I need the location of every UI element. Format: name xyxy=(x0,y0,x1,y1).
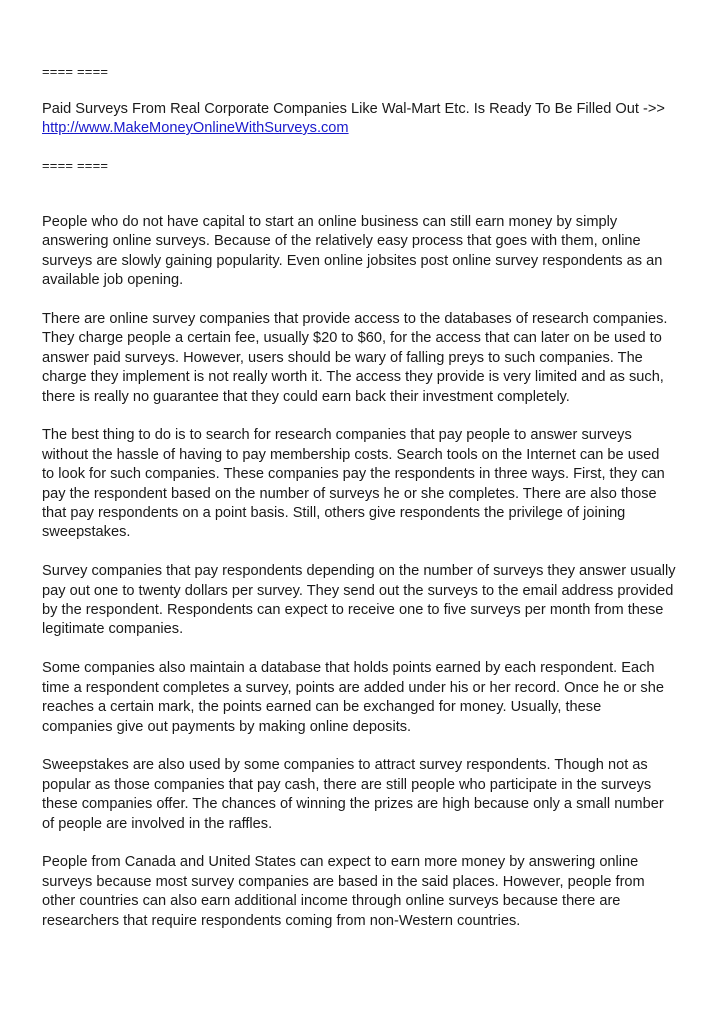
text-line: pay out one to twenty dollars per survey. They send out the surveys to the email address provided xyxy=(42,582,674,599)
spacer xyxy=(42,138,692,157)
text-line: popular as those companies that pay cash, there are still people who participate in the surveys xyxy=(42,776,652,793)
spacer xyxy=(42,81,692,100)
text-line: Survey companies that pay respondents depending on the number of surveys they answer usually xyxy=(42,563,676,580)
text-line: sweepstakes. xyxy=(42,524,131,541)
paragraph xyxy=(42,426,692,542)
body-text xyxy=(42,213,692,931)
text-line: answering online surveys. Because of the relatively easy process that goes with them, online xyxy=(42,233,641,250)
text-line: Some companies also maintain a database that holds points earned by each respondent. Each xyxy=(42,660,655,677)
text-line: answer paid surveys. However, users should be wary of falling preys to such companies. The xyxy=(42,349,643,366)
text-line: pay the respondent based on the number of surveys he or she completes. There are also those xyxy=(42,485,657,502)
document-page xyxy=(42,63,692,950)
paragraph xyxy=(42,853,692,931)
text-line: researchers that require respondents coming from non-Western countries. xyxy=(42,912,521,929)
text-line: there is really no guarantee that they could earn back their investment completely. xyxy=(42,388,570,405)
text-line: that pay respondents on a point basis. Still, others give respondents the privilege of joining xyxy=(42,505,626,522)
paragraph xyxy=(42,756,692,834)
separator-bottom: ==== ==== xyxy=(42,158,109,173)
text-line: Sweepstakes are also used by some companies to attract survey respondents. Though not as xyxy=(42,757,648,774)
text-line: by the respondent. Respondents can expect to receive one to five surveys per month from these xyxy=(42,602,664,619)
text-line: They charge people a certain fee, usually $20 to $60, for the access that can later on be used to xyxy=(42,330,662,347)
text-line: legitimate companies. xyxy=(42,621,184,638)
text-line: time a respondent completes a survey, points are added under his or her record. Once he or she xyxy=(42,679,664,696)
paragraph xyxy=(42,562,692,640)
text-line: There are online survey companies that provide access to the databases of research companies. xyxy=(42,311,668,328)
text-line: People from Canada and United States can expect to earn more money by answering online xyxy=(42,854,639,871)
text-line: companies give out payments by making online deposits. xyxy=(42,718,412,735)
text-line: reaches a certain mark, the points earned can be exchanged for money. Usually, these xyxy=(42,699,602,716)
text-line: People who do not have capital to start an online business can still earn money by simply xyxy=(42,214,618,230)
separator-top: ==== ==== xyxy=(42,64,109,79)
paragraph xyxy=(42,310,692,407)
text-line: to look for such companies. These companies pay the respondents in three ways. First, they can xyxy=(42,466,665,483)
promo-link[interactable]: http://www.MakeMoneyOnlineWithSurveys.com xyxy=(42,120,349,136)
promo-line: Paid Surveys From Real Corporate Companies Like Wal-Mart Etc. Is Ready To Be Filled Out ->> xyxy=(42,101,665,117)
text-line: other countries can also earn additional income through online surveys because there are xyxy=(42,893,621,910)
text-line: charge they implement is not really worth it. The access they provide is very limited and as such, xyxy=(42,369,664,386)
text-line: surveys are slowly gaining popularity. Even online jobsites post online survey respondents as an xyxy=(42,252,663,269)
paragraph xyxy=(42,659,692,737)
text-line: available job opening. xyxy=(42,272,184,289)
text-line: surveys because most survey companies are based in the said places. However, people from xyxy=(42,873,645,890)
text-line: The best thing to do is to search for research companies that pay people to answer surveys xyxy=(42,427,632,444)
paragraph xyxy=(42,213,692,291)
text-line: of people are involved in the raffles. xyxy=(42,815,273,832)
text-line: these companies offer. The chances of winning the prizes are high because only a small number xyxy=(42,796,664,813)
promo-link-line xyxy=(42,119,692,138)
text-line: without the hassle of having to pay membership costs. Search tools on the Internet can be used xyxy=(42,446,660,463)
spacer xyxy=(42,175,692,213)
